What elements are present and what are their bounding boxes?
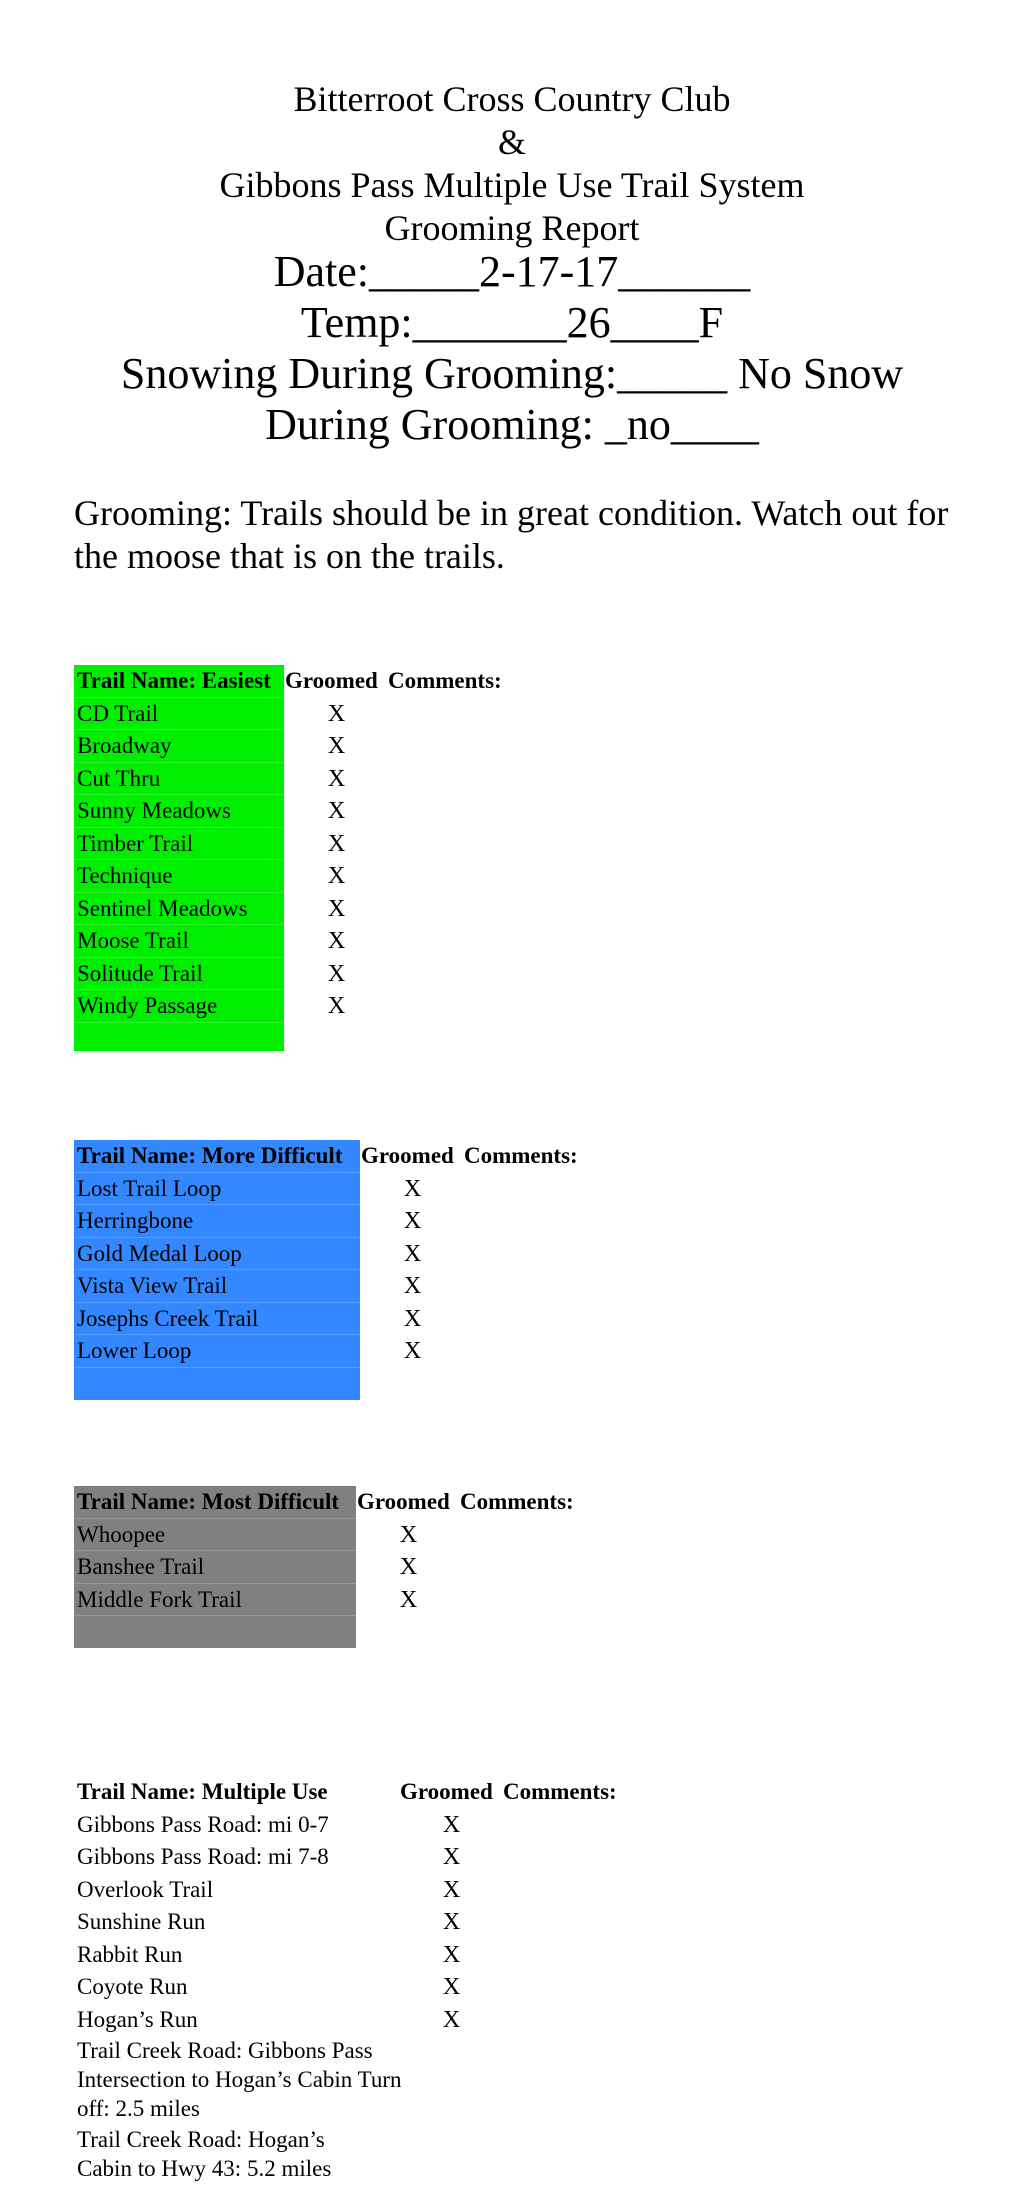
date-line: Date:_____2-17-17______: [273, 247, 751, 296]
groomed-mark: X: [327, 895, 346, 922]
groomed-header: Groomed: [357, 1489, 450, 1514]
groomed-mark: X: [442, 1876, 461, 1903]
table-row: [74, 1841, 461, 1874]
multiple-use-trails-table: [74, 1776, 617, 2185]
trail-name: Timber Trail: [74, 828, 284, 861]
trail-name: Rabbit Run: [77, 1941, 183, 1967]
table-row: [74, 2004, 461, 2037]
groomed-mark: X: [442, 1941, 461, 1968]
comments-header: Comments:: [460, 1489, 574, 1514]
snowing-line: Snowing During Grooming:_____ No Snow: [120, 349, 904, 398]
trail-name-multiline: Trail Creek Road: Gibbons Pass Intersection to Hogan’s Cabin Turn off: 2.5 miles: [77, 2038, 402, 2121]
temp-line: Temp:_______26____F: [300, 298, 724, 347]
table-row: [74, 1971, 461, 2004]
groomed-mark: X: [442, 2006, 461, 2033]
trail-name: Windy Passage: [74, 990, 284, 1023]
trail-name-header: Trail Name: Multiple Use: [77, 1779, 328, 1804]
groomed-mark: X: [327, 733, 346, 759]
groomed-mark: X: [327, 993, 346, 1019]
trail-name: Sunshine Run: [77, 1909, 206, 1934]
ampersand: &: [497, 122, 526, 162]
trail-name: Broadway: [74, 730, 284, 763]
table-row: [74, 1939, 461, 1972]
empty-fill-cell: [74, 1368, 360, 1400]
trail-name: Moose Trail: [74, 925, 284, 958]
groomed-mark: X: [403, 1175, 422, 1202]
trail-name: Overlook Trail: [77, 1876, 214, 1902]
trail-name: Gibbons Pass Road: mi 0-7: [77, 1811, 329, 1837]
trail-name-header: Trail Name: More Difficult: [74, 1140, 360, 1173]
trail-name: Sunny Meadows: [74, 795, 284, 828]
groomed-mark: X: [403, 1208, 422, 1234]
groomed-mark: X: [442, 1909, 461, 1935]
trail-name: Hogan’s Run: [77, 2006, 198, 2032]
groomed-mark: X: [327, 928, 346, 954]
trail-name: Cut Thru: [74, 763, 284, 796]
groomed-mark: X: [327, 960, 346, 987]
table-row: [74, 1809, 461, 1842]
trail-name-header: Trail Name: Easiest: [74, 665, 284, 698]
table-row: [74, 1874, 461, 1907]
empty-fill-cell: [74, 1616, 356, 1648]
trail-name: Solitude Trail: [74, 958, 284, 991]
groomed-mark: X: [403, 1338, 422, 1364]
trail-name: Technique: [74, 860, 284, 893]
groomed-mark: X: [327, 863, 346, 889]
comments-header: Comments:: [503, 1779, 617, 1804]
groomed-header: Groomed: [285, 668, 378, 693]
trail-name: CD Trail: [74, 698, 284, 731]
groomed-mark: X: [327, 830, 346, 857]
trail-name: Middle Fork Trail: [74, 1584, 356, 1617]
trail-name: Whoopee: [74, 1519, 356, 1552]
trail-name: Gold Medal Loop: [74, 1238, 360, 1271]
comments-header: Comments:: [464, 1143, 578, 1168]
groomed-mark: X: [403, 1305, 422, 1332]
club-title: Bitterroot Cross Country Club: [293, 79, 731, 119]
report-title: Grooming Report: [384, 208, 640, 248]
groomed-mark: X: [442, 1811, 461, 1838]
trail-name: Lower Loop: [74, 1335, 360, 1368]
table-header-row: [74, 1776, 617, 1809]
trail-name: Herringbone: [74, 1205, 360, 1238]
trail-name: Gibbons Pass Road: mi 7-8: [77, 1844, 329, 1869]
trail-name: Lost Trail Loop: [74, 1173, 360, 1206]
groomed-mark: X: [403, 1273, 422, 1299]
trail-name: Coyote Run: [77, 1974, 188, 1999]
trail-name: Banshee Trail: [74, 1551, 356, 1584]
groomed-mark: X: [403, 1240, 422, 1267]
groomed-header: Groomed: [361, 1143, 454, 1168]
during-grooming-line: During Grooming: _no____: [265, 400, 759, 449]
trail-name: Vista View Trail: [74, 1270, 360, 1303]
trail-name: Josephs Creek Trail: [74, 1303, 360, 1336]
groomed-mark: X: [327, 798, 346, 824]
trail-name: Sentinel Meadows: [74, 893, 284, 926]
groomed-mark: X: [442, 1974, 461, 2000]
trail-name-header: Trail Name: Most Difficult: [74, 1486, 356, 1519]
groomed-mark: X: [442, 1844, 461, 1870]
groomed-mark: X: [399, 1521, 418, 1548]
grooming-note: Grooming: Trails should be in great condition. Watch out for the moose that is on the trails.: [74, 493, 949, 576]
groomed-header: Groomed: [400, 1779, 493, 1804]
empty-fill-cell: [74, 1023, 284, 1051]
trail-system-title: Gibbons Pass Multiple Use Trail System: [219, 165, 805, 205]
groomed-mark: X: [327, 700, 346, 727]
groomed-mark: X: [399, 1586, 418, 1613]
groomed-mark: X: [399, 1554, 418, 1580]
groomed-mark: X: [327, 765, 346, 792]
table-row: [74, 1906, 461, 1939]
trail-name-multiline: Trail Creek Road: Hogan’s Cabin to Hwy 43: 5.2 miles: [77, 2127, 332, 2181]
comments-header: Comments:: [388, 668, 502, 693]
